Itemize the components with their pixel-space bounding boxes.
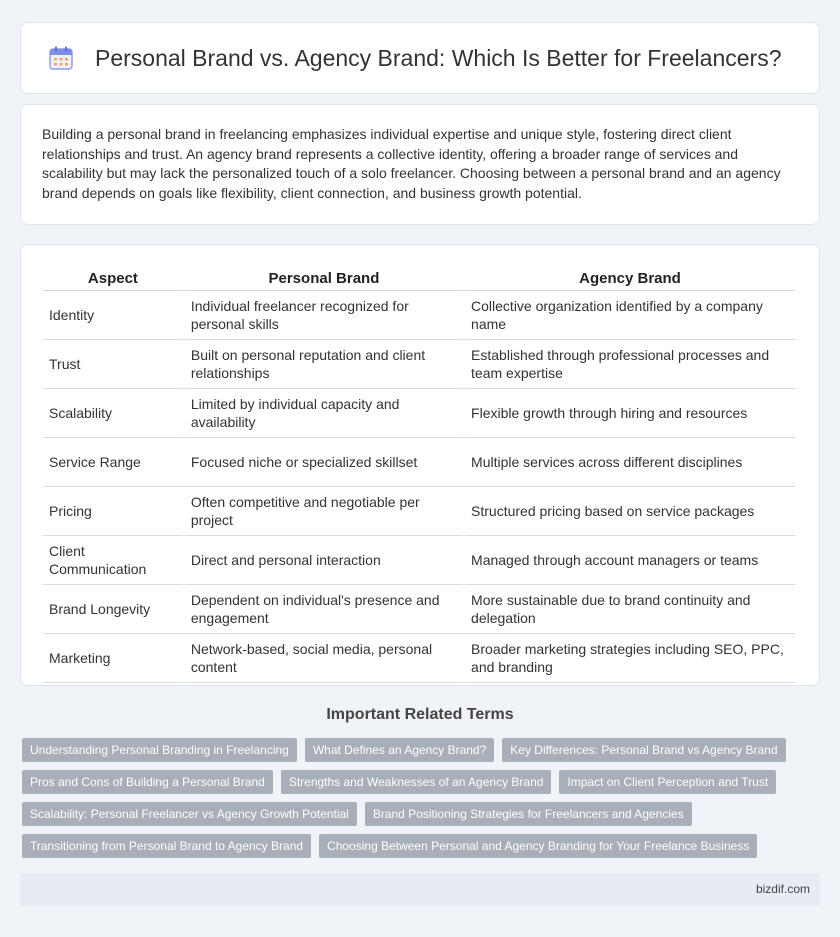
agency-brand-cell: Collective organization identified by a company name	[465, 291, 795, 340]
personal-brand-cell: Limited by individual capacity and availability	[185, 389, 463, 438]
personal-brand-cell: Network-based, social media, personal content	[185, 634, 463, 683]
related-term-tag[interactable]: Key Differences: Personal Brand vs Agency Brand	[502, 738, 785, 762]
related-term-tag[interactable]: Brand Positioning Strategies for Freelancers and Agencies	[365, 802, 692, 826]
aspect-cell: Scalability	[43, 389, 183, 438]
header-aspect: Aspect	[43, 265, 183, 291]
related-terms-list	[22, 738, 822, 858]
table-header-row	[43, 265, 795, 291]
agency-brand-cell: Multiple services across different disciplines	[465, 438, 795, 487]
personal-brand-cell: Built on personal reputation and client relationships	[185, 340, 463, 389]
related-term-tag[interactable]: Scalability: Personal Freelancer vs Agency Growth Potential	[22, 802, 357, 826]
page-title: Personal Brand vs. Agency Brand: Which Is Better for Freelancers?	[95, 44, 782, 71]
related-term-tag[interactable]: Choosing Between Personal and Agency Branding for Your Freelance Business	[319, 834, 757, 858]
agency-brand-cell: More sustainable due to brand continuity and delegation	[465, 585, 795, 634]
related-term-tag[interactable]: Understanding Personal Branding in Freelancing	[22, 738, 297, 762]
footer-site-link[interactable]: bizdif.com	[755, 882, 810, 896]
agency-brand-cell: Established through professional processes and team expertise	[465, 340, 795, 389]
table-row	[43, 536, 795, 585]
table-row	[43, 634, 795, 683]
agency-brand-cell: Structured pricing based on service packages	[465, 487, 795, 536]
table-row	[43, 340, 795, 389]
personal-brand-cell: Often competitive and negotiable per project	[185, 487, 463, 536]
personal-brand-cell: Focused niche or specialized skillset	[185, 438, 463, 487]
aspect-cell: Trust	[43, 340, 183, 389]
agency-brand-cell: Broader marketing strategies including SEO, PPC, and branding	[465, 634, 795, 683]
table-row	[43, 487, 795, 536]
comparison-table-card	[20, 244, 820, 686]
agency-brand-cell: Managed through account managers or teams	[465, 536, 795, 585]
table-row	[43, 438, 795, 487]
related-term-tag[interactable]: What Defines an Agency Brand?	[305, 738, 494, 762]
header-card	[20, 22, 820, 94]
personal-brand-cell: Dependent on individual's presence and engagement	[185, 585, 463, 634]
related-term-tag[interactable]: Impact on Client Perception and Trust	[559, 770, 776, 794]
aspect-cell: Service Range	[43, 438, 183, 487]
related-term-tag[interactable]: Pros and Cons of Building a Personal Brand	[22, 770, 273, 794]
related-term-tag[interactable]: Transitioning from Personal Brand to Agency Brand	[22, 834, 311, 858]
comparison-table	[41, 265, 797, 683]
agency-brand-cell: Flexible growth through hiring and resources	[465, 389, 795, 438]
aspect-cell: Marketing	[43, 634, 183, 683]
header-agency-brand: Agency Brand	[465, 265, 795, 291]
calendar-icon	[47, 44, 75, 72]
related-term-tag[interactable]: Strengths and Weaknesses of an Agency Brand	[281, 770, 552, 794]
footer-bar	[20, 873, 820, 906]
aspect-cell: Client Communication	[43, 536, 183, 585]
aspect-cell: Brand Longevity	[43, 585, 183, 634]
header-personal-brand: Personal Brand	[185, 265, 463, 291]
aspect-cell: Identity	[43, 291, 183, 340]
table-row	[43, 291, 795, 340]
aspect-cell: Pricing	[43, 487, 183, 536]
intro-card	[20, 104, 820, 225]
table-row	[43, 585, 795, 634]
table-row	[43, 389, 795, 438]
related-terms-title: Important Related Terms	[326, 706, 514, 723]
intro-paragraph: Building a personal brand in freelancing emphasizes individual expertise and unique style, fostering direct client relationships and trust. An agency brand represents a collective identity, offering a broader range of services and scalability but may lack the personalized touch of a solo freelancer. Choosing between a personal brand and an agency brand depends on goals like flexibility, client connection, and business growth potential.	[42, 126, 781, 201]
personal-brand-cell: Individual freelancer recognized for personal skills	[185, 291, 463, 340]
personal-brand-cell: Direct and personal interaction	[185, 536, 463, 585]
